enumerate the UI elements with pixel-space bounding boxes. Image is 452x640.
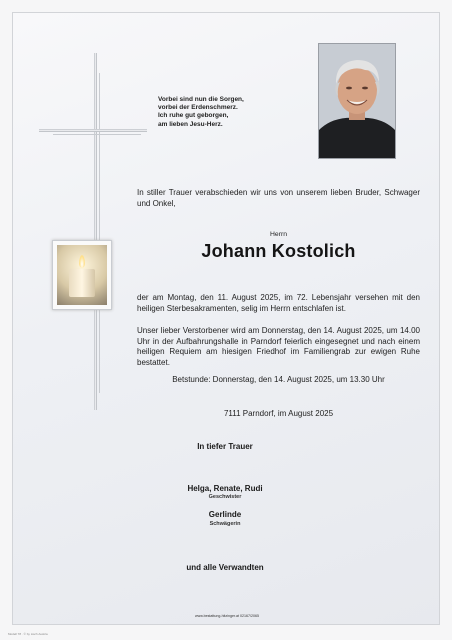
memorial-verse (158, 96, 308, 129)
intro-text: In stiller Trauer verabschieden wir uns von unserem lieben Bruder, Schwager und Onkel, (137, 188, 420, 208)
portrait-photo (318, 43, 396, 159)
cross-horizontal-bar (39, 129, 147, 132)
place-date-text: 7111 Parndorf, im August 2025 (223, 409, 334, 418)
mourner-group-sister-in-law: Gerlinde (208, 510, 242, 519)
cross-vertical-bar (94, 53, 97, 410)
verse-line: Vorbei sind nun die Sorgen, (158, 96, 244, 103)
cross-horizontal-line (53, 134, 141, 135)
mourner-role-sister-in-law: Schwägerin (209, 521, 241, 527)
mourning-heading: In tiefer Trauer (197, 442, 253, 451)
mourner-role-siblings: Geschwister (208, 494, 242, 500)
funeral-details-text: Unser lieber Verstorbener wird am Donnerstag, den 14. August 2025, um 14.00 Uhr in der Aufbahrungshalle in Parndorf feierlich eingesegnet und nach einem heiligen Requiem am hiesigen Friedhof im Familiengrab zur ewigen Ruhe bestattet. (137, 326, 420, 367)
candle-body (69, 269, 95, 297)
deceased-name: Johann Kostolich (201, 241, 356, 261)
print-mark: Modell 78 · © by Lisch Austria (8, 632, 48, 636)
verse-line: vorbei der Erdenschmerz. (158, 104, 238, 112)
death-notice-text: der am Montag, den 11. August 2025, im 72. Lebensjahr versehen mit den heiligen Sterbesakramenten, selig im Herrn entschlafen ist. (137, 293, 420, 313)
candle-glow (57, 245, 107, 305)
mourner-group-siblings: Helga, Renate, Rudi (187, 484, 263, 493)
prayer-hour-text: Betstunde: Donnerstag, den 14. August 2025, um 13.30 Uhr (172, 375, 385, 384)
verse-line: am lieben Jesu-Herz. (158, 120, 223, 128)
funeral-home-footer: www.bestattung-hitzinger.at 02167/2065 (195, 614, 259, 618)
verse-line: Ich ruhe gut geborgen, (158, 112, 229, 120)
honorific: Herrn (270, 231, 287, 238)
candle-flame (79, 255, 85, 268)
mourning-closing: und alle Verwandten (186, 563, 264, 572)
candle-image (52, 240, 112, 310)
portrait-image (319, 44, 395, 158)
cross-vertical-line (99, 73, 100, 393)
